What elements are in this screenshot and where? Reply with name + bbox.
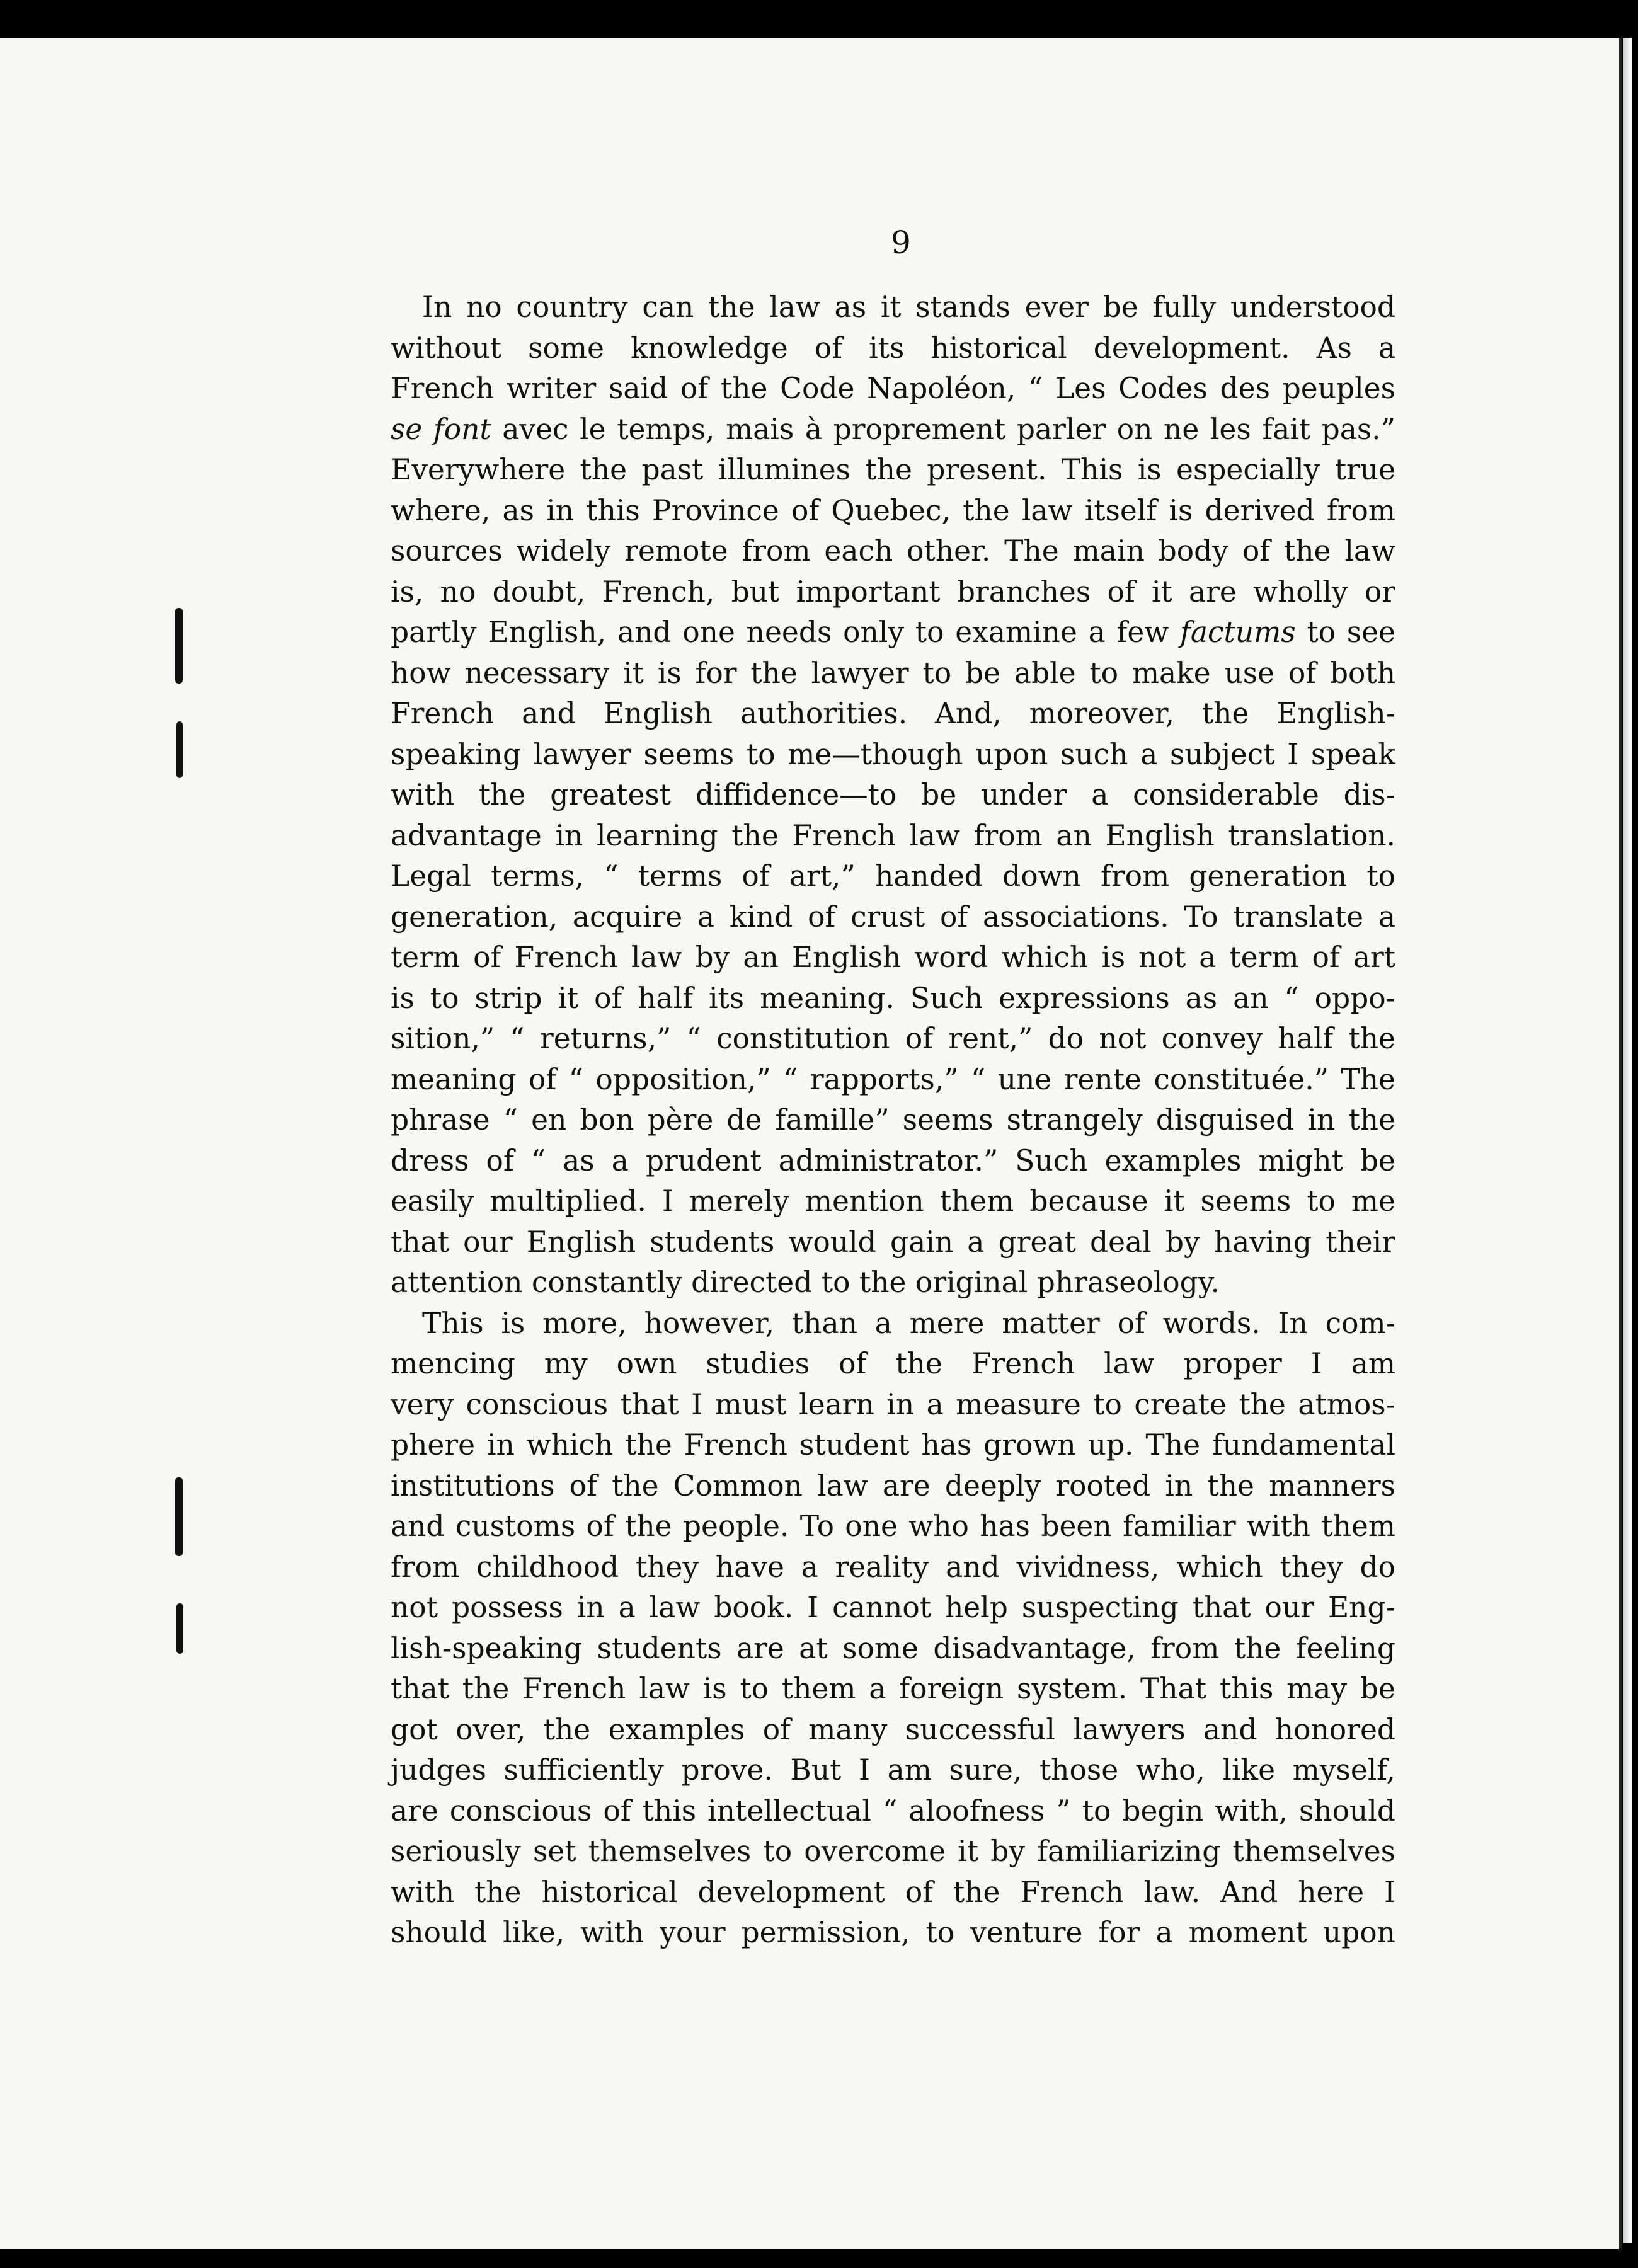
- paragraph-1: [391, 287, 1395, 1303]
- text-line: that our English students would gain a great deal by having their: [391, 1225, 1395, 1259]
- text-line: French and English authorities. And, moreover, the English-: [391, 697, 1395, 730]
- text-line: dress of “ as a prudent administrator.” Such examples might be: [391, 1143, 1395, 1177]
- text-line: meaning of “ opposition,” “ rapports,” “ une rente constituée.” The: [391, 1062, 1395, 1096]
- text-line: with the greatest diffidence—to be under a considerable dis-: [391, 778, 1395, 811]
- text-line: [391, 410, 1395, 450]
- text-line: mencing my own studies of the French law proper I am: [391, 1347, 1395, 1380]
- text-line: got over, the examples of many successful lawyers and honored: [391, 1712, 1395, 1746]
- text-line: sources widely remote from each other. The main body of the law: [391, 534, 1395, 568]
- text-line: with the historical development of the French law. And here I: [391, 1875, 1395, 1909]
- text-line: sition,” “ returns,” “ constitution of rent,” do not convey half the: [391, 1022, 1395, 1055]
- text-line: phrase “ en bon père de famille” seems strangely disguised in the: [391, 1103, 1395, 1137]
- text-line: [391, 612, 1395, 653]
- text-line: easily multiplied. I merely mention them because it seems to me: [391, 1184, 1395, 1218]
- text-line: judges sufficiently prove. But I am sure, those who, like myself,: [391, 1753, 1395, 1787]
- text-segment: to see: [1295, 616, 1395, 649]
- text-line: seriously set themselves to overcome it by familiarizing themselves: [391, 1835, 1395, 1868]
- text-line: where, as in this Province of Quebec, the law itself is derived from: [391, 493, 1395, 527]
- italic-term: factums: [1180, 616, 1296, 649]
- text-line: advantage in learning the French law from an English translation.: [391, 818, 1395, 852]
- italic-term: se font: [391, 412, 491, 446]
- text-line: are conscious of this intellectual “ aloofness ” to begin with, should: [391, 1794, 1395, 1828]
- text-segment: partly English, and one needs only to examine a few: [391, 616, 1181, 649]
- text-line: generation, acquire a kind of crust of associations. To translate a: [391, 900, 1395, 934]
- text-line: without some knowledge of its historical development. As a: [391, 331, 1395, 365]
- text-line: In no country can the law as it stands ever be fully understood: [422, 290, 1395, 324]
- text-line: Everywhere the past illumines the present. This is especially true: [391, 453, 1395, 486]
- text-line: is, no doubt, French, but important branches of it are wholly or: [391, 575, 1395, 609]
- binding-mark-2: [176, 721, 183, 778]
- text-line: lish-speaking students are at some disadvantage, from the feeling: [391, 1631, 1395, 1665]
- text-line: term of French law by an English word which is not a term of art: [391, 941, 1395, 974]
- text-line: is to strip it of half its meaning. Such expressions as an “ oppo-: [391, 981, 1395, 1015]
- paragraph-2: [391, 1303, 1395, 1954]
- text-line: that the French law is to them a foreign system. That this may be: [391, 1672, 1395, 1705]
- text-line: and customs of the people. To one who has been familiar with them: [391, 1509, 1395, 1543]
- binding-mark-4: [176, 1603, 183, 1654]
- binding-mark-1: [175, 608, 183, 684]
- text-line: phere in which the French student has grown up. The fundamental: [391, 1428, 1395, 1462]
- text-line: French writer said of the Code Napoléon, “ Les Codes des peuples: [391, 372, 1395, 405]
- text-line: Legal terms, “ terms of art,” handed down from generation to: [391, 859, 1395, 893]
- text-line: speaking lawyer seems to me—though upon such a subject I speak: [391, 737, 1395, 771]
- binding-mark-3: [175, 1477, 183, 1556]
- text-segment: avec le temps, mais à proprement parler on ne les fait pas.”: [491, 412, 1396, 446]
- text-line: This is more, however, than a mere matter of words. In com-: [422, 1306, 1395, 1340]
- text-line: from childhood they have a reality and vividness, which they do: [391, 1550, 1395, 1584]
- text-line: should like, with your permission, to venture for a moment upon: [391, 1916, 1395, 1949]
- text-line: institutions of the Common law are deeply rooted in the manners: [391, 1469, 1395, 1503]
- text-line: very conscious that I must learn in a measure to create the atmos-: [391, 1387, 1395, 1421]
- text-line: how necessary it is for the lawyer to be able to make use of both: [391, 656, 1395, 690]
- page-edge-shadow: [1623, 38, 1632, 2243]
- page-number: 9: [891, 224, 911, 261]
- text-line: not possess in a law book. I cannot help suspecting that our Eng-: [391, 1591, 1395, 1624]
- text-line: attention constantly directed to the original phraseology.: [391, 1266, 1220, 1299]
- body-text: [391, 287, 1395, 1954]
